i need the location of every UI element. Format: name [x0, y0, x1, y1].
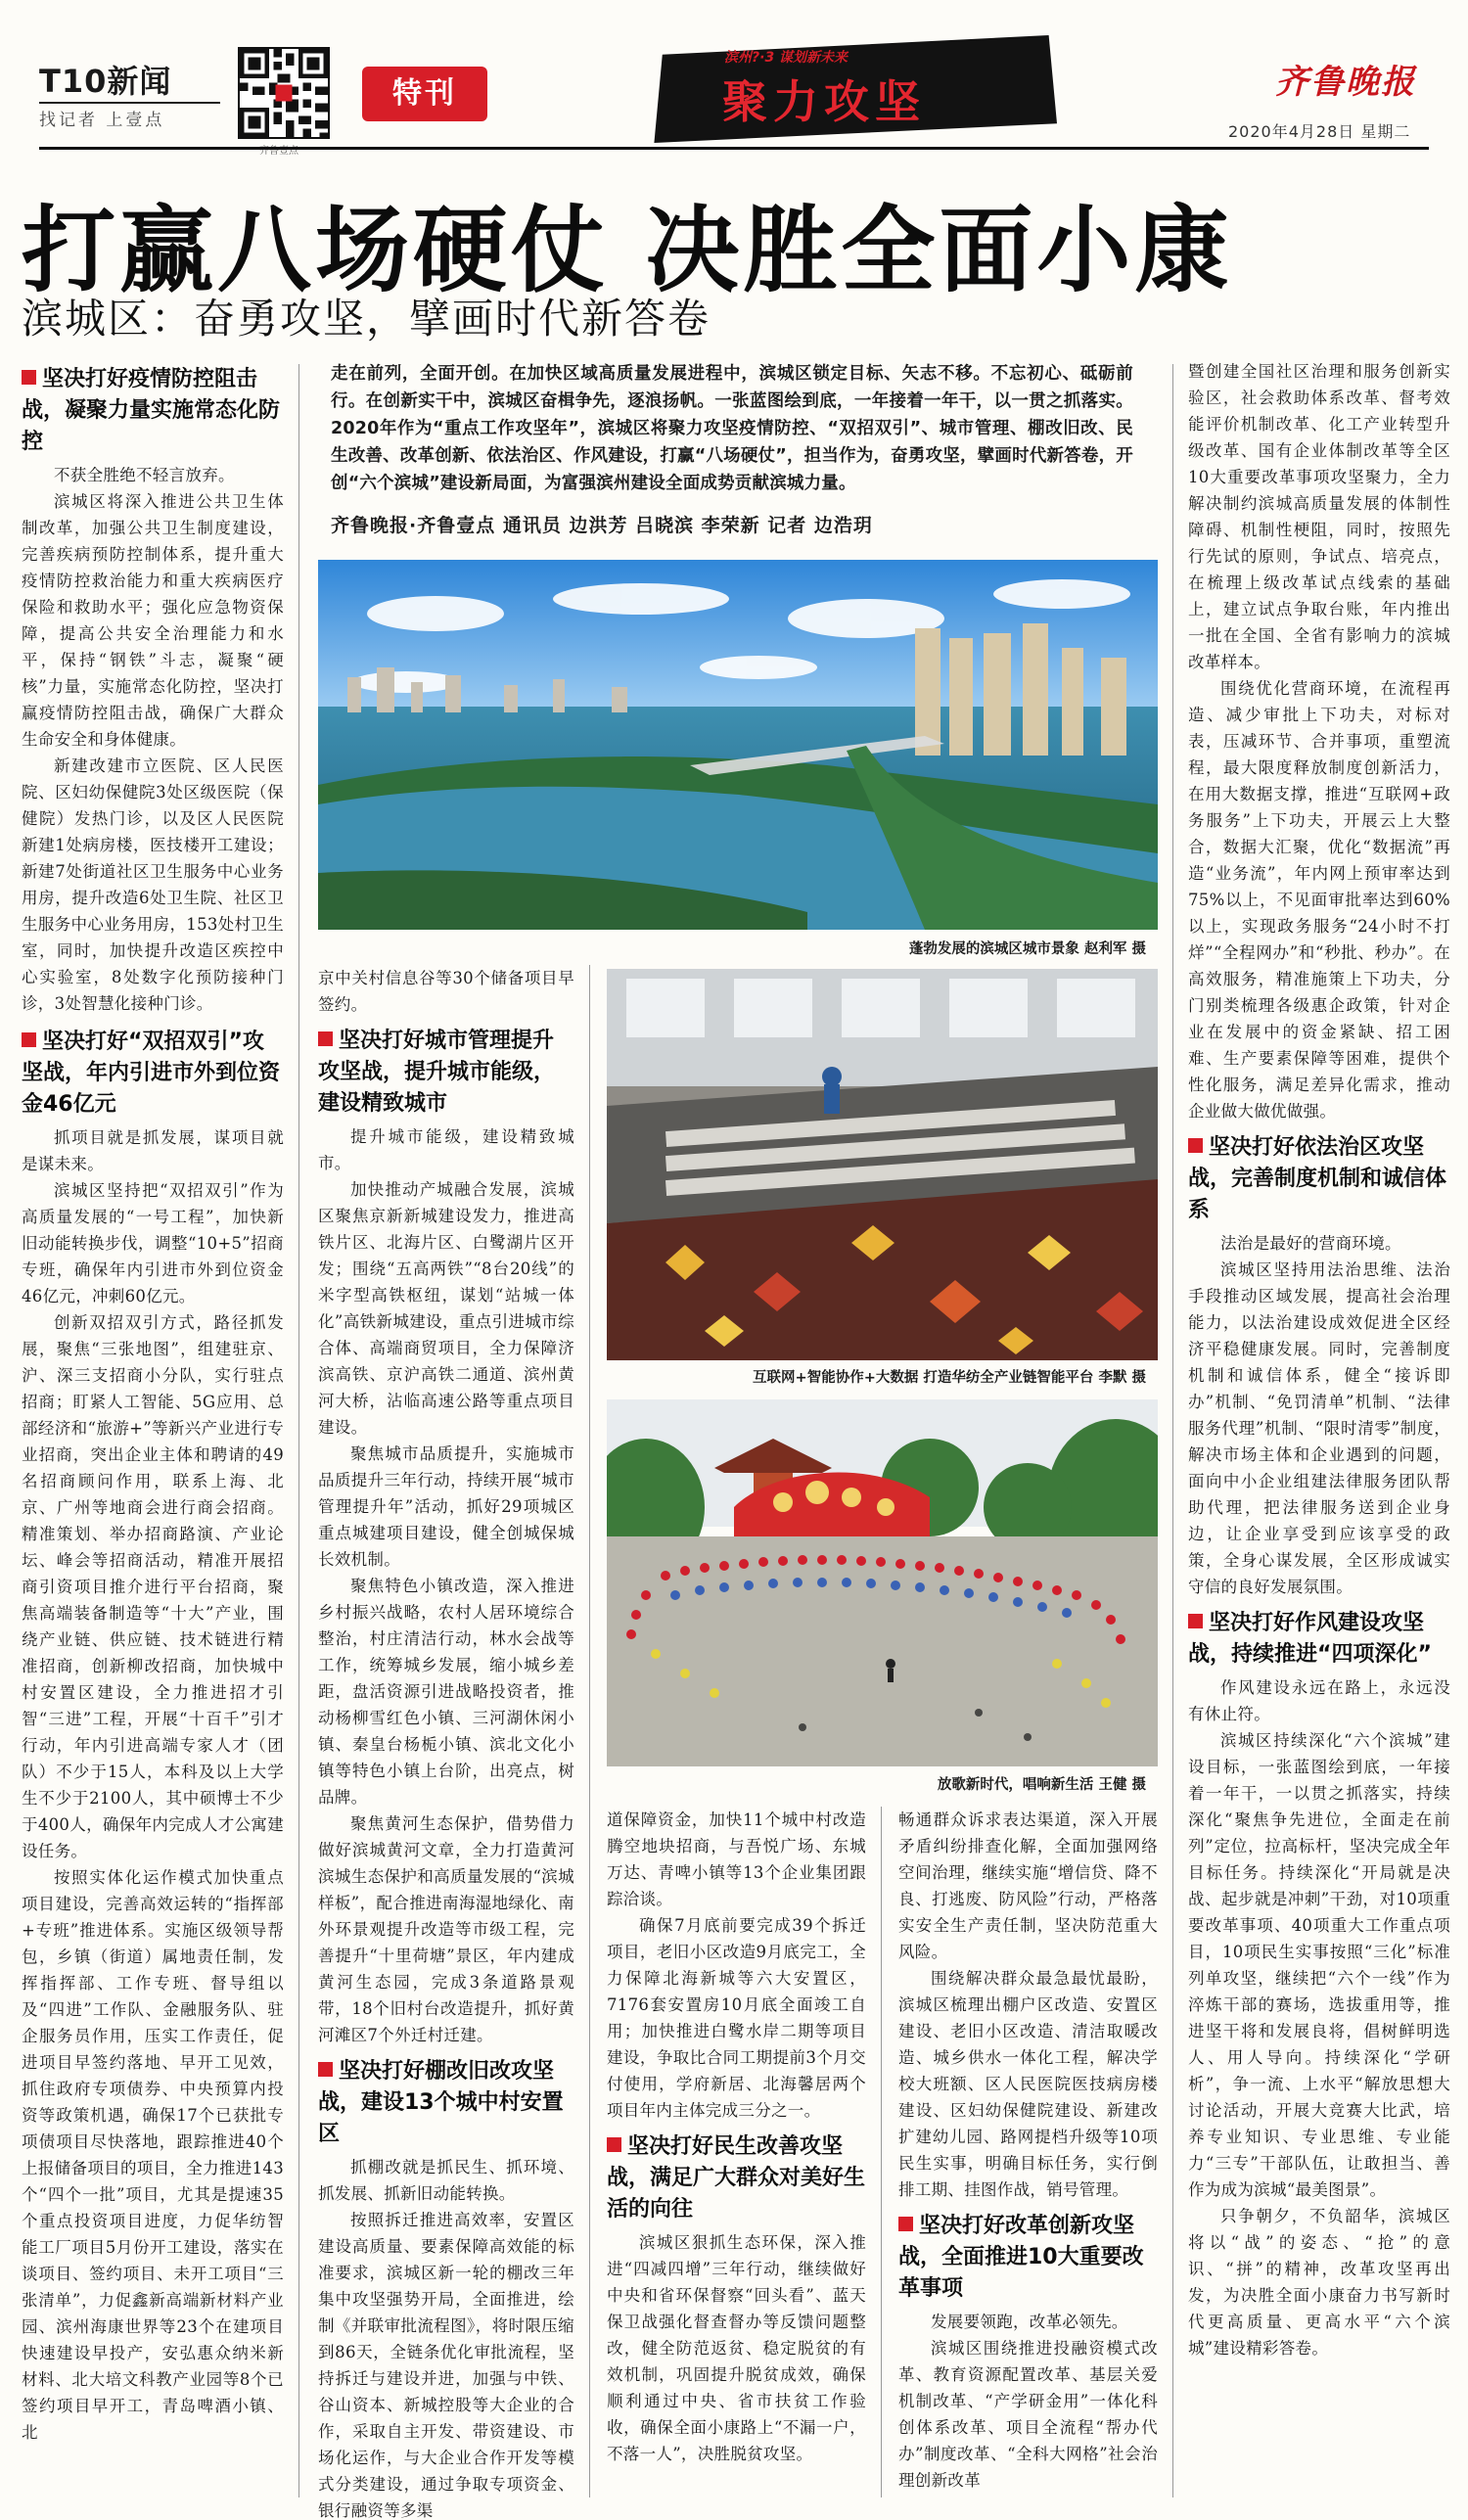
paragraph: 暨创建全国社区治理和服务创新实验区，社会救助体系改革、督考效能评价机制改革、化工产业转型升级改革、国有企业体制改革等全区10大重要改革事项攻坚聚力，全力解决制约滨城高质量发展的体制性障碍、机制性梗阻，同时，按照先行先试的原则，争试点、培亮点，在梳理上级改革试点线索的基础上，建立试点争取台账，年内推出一批在全国、全省有影响力的滨城改革样本。 — [1188, 362, 1450, 671]
section-heading-livelihood: 坚决打好民生改善攻坚战，满足广大群众对美好生活的向往 — [607, 2131, 866, 2225]
column-divider — [1172, 364, 1173, 2497]
main-headline: 打赢八场硬仗 决胜全面小康 — [22, 196, 1233, 305]
paragraph: 发展要领跑，改革必领先。 — [931, 2313, 1128, 2331]
paragraph: 滨城区坚持把“双招双引”作为高质量发展的“一号工程”，加快新旧动能转换步伐，调整“10+5”招商专班，确保年内引进市外到位资金46亿元，冲刺60亿元。 — [22, 1181, 284, 1306]
section-heading-epidemic: 坚决打好疫情防控阻击战，凝聚力量实施常态化防控 — [22, 364, 284, 458]
masthead-rule — [39, 102, 220, 104]
paragraph: 京中关村信息谷等30个储备项目早签约。 — [318, 969, 574, 1014]
column-divider — [881, 1807, 882, 2497]
section-heading-work-style: 坚决打好作风建设攻坚战，持续推进“四项深化” — [1188, 1608, 1450, 1671]
paragraph: 围绕解决群众最急最忧最盼，滨城区梳理出棚户区改造、安置区建设、老旧小区改造、清洁取暖改造、城乡供水一体化工程，解决学校大班额、区人民医院医技病房楼建设、区妇幼保健院建设、新建改扩建幼儿园、路网提档升级等10项民生实事，明确目标任务，实行倒排工期、挂图作战，销号管理。 — [898, 1969, 1158, 2199]
section-heading-rule-of-law: 坚决打好依法治区攻坚战，完善制度机制和诚信体系 — [1188, 1132, 1450, 1226]
byline: 齐鲁晚报·齐鲁壹点 通讯员 边洪芳 吕晓滨 李荣新 记者 边浩玥 — [331, 515, 873, 536]
photo-caption-city: 蓬勃发展的滨城区城市景象 赵利军 摄 — [908, 941, 1146, 957]
factory-photo — [607, 969, 1158, 1360]
paragraph: 抓棚改就是抓民生、抓环境、抓发展、抓新旧动能转换。 — [318, 2158, 574, 2203]
paragraph: 不获全胜绝不轻言放弃。 — [54, 466, 235, 484]
column-1 — [22, 364, 284, 2446]
photo-caption-performance: 放歌新时代，唱响新生活 王健 摄 — [937, 1777, 1146, 1793]
section-heading-shantytown: 坚决打好棚改旧改攻坚战，建设13个城中村安置区 — [318, 2056, 574, 2150]
paragraph: 滨城区将深入推进公共卫生体制改革，加强公共卫生制度建设，完善疾病预防控制体系，提升重大疫情防控救治能力和重大疾病医疗保险和救助水平；强化应急物资保障，提高公共安全治理能力和水平，保持“钢铁”斗志，凝聚“硬核”力量，实施常态化防控，坚决打赢疫情防控阻击战，确保广大群众生命安全和身体健康。 — [22, 492, 284, 749]
masthead-divider — [39, 147, 1429, 150]
section-heading-city-management: 坚决打好城市管理提升攻坚战，提升城市能级，建设精致城市 — [318, 1026, 574, 1120]
paragraph: 抓项目就是抓发展，谋项目就是谋未来。 — [22, 1128, 284, 1173]
paragraph: 按照实体化运作模式加快重点项目建设，完善高效运转的“指挥部+专班”推进体系。实施区级领导帮包，乡镇（街道）属地责任制，发挥指挥部、工作专班、督导组以及“四进”工作队、金融服务队、驻企服务员作用，压实工作责任，促进项目早签约落地、早开工见效，抓住政府专项债券、中央预算内投资等政策机遇，确保17个已获批专项债项目尽快落地，跟踪推进40个上报储备项目的项目，全力推进143个“四个一批”项目，尤其是提速35个重点投资项目进度，力促华纺智能工厂项目5月份开工建设，落实在谈项目、签约项目、未开工项目“三张清单”，力促鑫新高端新材料产业园、滨州海康世界等23个在建项目快速建设早投产，安弘惠众纳米新材料、北大培文科教产业园等8个已签约项目早开工，青岛啤酒小镇、北 — [22, 1868, 284, 2442]
section-heading-reform: 坚决打好改革创新攻坚战，全面推进10大重要改革事项 — [898, 2211, 1158, 2305]
paragraph: 按照拆迁推进高效率，安置区建设高质量、要素保障高效能的标准要求，滨城区新一轮的棚改三年集中攻坚强势开局，全面推进，绘制《并联审批流程图》，将时限压缩到86天，全链条优化审批流程，坚持拆迁与建设并进，加强与中铁、谷山资本、新城控股等大企业的合作，采取自主开发、带资建设、市场化运作，与大企业合作开发等模式分类建设，通过争取专项资金、银行融资等多渠 — [318, 2211, 574, 2520]
newspaper-logo: 齐鲁晚报 — [1275, 63, 1416, 102]
paragraph: 滨城区持续深化“六个滨城”建设目标，一张蓝图绘到底，一年接着一年干，一以贯之抓落实，持续深化“聚焦争先进位，全面走在前列”定位，拉高标杆，坚决完成全年目标任务。持续深化“开局就是决战、起步就是冲刺”干劲，对10项重要改革事项、40项重大工作重点项目，10项民生实事按照“三化”标准列单攻坚，继续把“六个一线”作为淬炼干部的赛场，选拔重用等，推进坚干将和发展良将，倡树鲜明选人、用人导向。持续深化“学研析”，争一流、上水平“解放思想大讨论活动，开展大竞赛大比武，培养专业知识、专业思维、专业能力“三专”干部队伍，让敢担当、善作为成为滨城“最美图景”。 — [1188, 1731, 1450, 2199]
issue-date: 2020年4月28日 星期二 — [1228, 122, 1411, 141]
paragraph: 畅通群众诉求表达渠道，深入开展矛盾纠纷排查化解，全面加强网络空间治理，继续实施“增信贷、降不良、打逃废、防风险”行动，严格落实安全生产责任制，坚决防范重大风险。 — [898, 1810, 1158, 1961]
paragraph: 作风建设永远在路上，永远没有休止符。 — [1188, 1678, 1450, 1723]
textile-factory-image — [607, 969, 1158, 1360]
lead-block — [331, 360, 1133, 537]
column-divider — [298, 364, 299, 2497]
qr-brand: 齐鲁壹点 — [259, 146, 298, 157]
paragraph: 聚焦特色小镇改造，深入推进乡村振兴战略，农村人居环境综合整治，村庄清洁行动，林水会战等工作，统筹城乡发展，缩小城乡差距，盘活资源引进战略投资者，推动杨柳雪红色小镇、三河湖休闲小镇、秦皇台杨栀小镇、滨北文化小镇等特色小镇上台阶，出亮点，树品牌。 — [318, 1577, 574, 1807]
city-panorama-image — [318, 560, 1158, 930]
public-performance-image — [607, 1399, 1158, 1766]
paragraph: 滨城区狠抓生态环保，深入推进“四减四增”三年行动，继续做好中央和省环保督察“回头看”、蓝天保卫战强化督查督办等反馈问题整改，健全防范返贫、稳定脱贫的有效机制，巩固提升脱贫成效，确保顺利通过中央、省市扶贫工作验收，确保全面小康路上“不漏一户，不落一人”，决胜脱贫攻坚。 — [607, 2233, 866, 2463]
section-banner-sub: 滨州?·3 谋划新未来 — [724, 50, 849, 66]
paragraph: 聚焦城市品质提升，实施城市品质提升三年行动，持续开展“城市管理提升年”活动，抓好29项城区重点城建项目建设，健全创城保城长效机制。 — [318, 1444, 574, 1569]
paragraph: 滨城区围绕推进投融资模式改革、教育资源配置改革、基层关爱机制改革、“产学研金用”一体化科创体系改革、项目全流程“帮办代办”制度改革、“全科大网格”社会治理创新改革 — [898, 2339, 1158, 2490]
paragraph: 聚焦黄河生态保护，借势借力做好滨城黄河文章，全力打造黄河滨城生态保护和高质量发展的“滨城样板”，配合推进南海湿地绿化、南外环景观提升改造等市级工程，完善提升“十里荷塘”景区，年内建成黄河生态园，完成3条道路景观带，18个旧村台改造提升，抓好黄河滩区7个外迁村迁建。 — [318, 1814, 574, 2044]
paragraph: 围绕优化营商环境，在流程再造、减少审批上下功夫，对标对表，压减环节、合并事项，重塑流程，最大限度释放制度创新活力，在用大数据支撑，推进“互联网+政务服务”上下功夫，开展云上大整合，数据大汇聚，优化“数据流”再造“业务流”，年内网上预审率达到75%以上，不见面审批率达到60%以上，实现政务服务“24小时不打烊”“全程网办”和“秒批、秒办”。在高效服务，精准施策上下功夫，分门别类梳理各级惠企政策，针对企业在发展中的资金紧缺、招工困难、生产要素保障等困难，提供个性化服务，满足差异化需求，推动企业做大做优做强。 — [1188, 679, 1450, 1121]
paragraph: 新建改建市立医院、区人民医院、区妇幼保健院3处区级医院（保健院）发热门诊，以及区人民医院新建1处病房楼，医技楼开工建设；新建7处街道社区卫生服务中心业务用房，提升改造6处卫生院、社区卫生服务中心业务用房，153处村卫生室，同时，加快提升改造区疾控中心实验室，8处数字化预防接种门诊，3处智慧化接种门诊。 — [22, 756, 284, 1013]
column-4 — [898, 1807, 1158, 2494]
qr-code-icon — [240, 49, 328, 137]
paragraph: 道保障资金，加快11个城中村改造腾空地块招商，与吾悦广场、东城万达、青啤小镇等13个企业集团跟踪洽谈。 — [607, 1810, 866, 1908]
section-banner-title: 聚力攻坚 — [722, 75, 926, 128]
paragraph: 确保7月底前要完成39个拆迁项目，老旧小区改造9月底完工，全力保障北海新城等六大安置区，7176套安置房10月底全面竣工自用；加快推进白鹭水岸二期等项目建设，争取比合同工期提前3个月交付使用，学府新居、北海馨居两个项目年内主体完成三分之一。 — [607, 1916, 866, 2120]
masthead-slogan: 找记者 上壹点 — [39, 111, 165, 130]
paragraph: 提升城市能级，建设精致城市。 — [318, 1127, 574, 1172]
paragraph: 滨城区坚持用法治思维、法治手段推动区域发展，提高社会治理能力，以法治建设成效促进全区经济平稳健康发展。同时，完善制度机制和诚信体系，健全“接诉即办”机制、“免罚清单”机制、“法律服务代理”机制、“限时清零”制度，解决市场主体和企业遇到的问题，面向中小企业组建法律服务团队帮助代理，把法律服务送到企业身边，让企业享受到应该享受的政策，全身心谋发展，全区形成诚实守信的良好发展氛围。 — [1188, 1260, 1450, 1596]
column-5 — [1188, 358, 1450, 2361]
qr-code[interactable] — [238, 47, 330, 139]
paragraph: 创新双招双引方式，路径抓发展，聚焦“三张地图”，组建驻京、沪、深三支招商小分队，实行驻点招商；盯紧人工智能、5G应用、总部经济和“旅游+”等新兴产业进行专业招商，突出企业主体和聘请的49名招商顾问作用，联系上海、北京、广州等地商会进行商会招商。精准策划、举办招商路演、产业论坛、峰会等招商活动，精准开展招商引资项目推介进行平台招商，聚焦高端装备制造等“十大”产业，围绕产业链、供应链、技术链进行精准招商，创新柳改招商，加快城中村安置区建设，全力推进招才引智“三进”工程，开展“十百千”引才行动，年内引进高端专家人才（团队）不少于15人，本科及以上大学生不少于2100人，其中硕博士不少于400人，确保年内完成人才公寓建设任务。 — [22, 1313, 284, 1860]
special-issue-badge: 特刊 — [362, 67, 487, 121]
paragraph: 加快推动产城融合发展，滨城区聚焦京新新城建设发力，推进高铁片区、北海片区、白鹭湖片区开发；围绕“五高两铁”“8台20线”的米字型高铁枢纽，谋划“站城一体化”高铁新城建设，重点引进城市综合体、高端商贸项目，全力保障济滨高铁、京沪高铁二通道、滨州黄河大桥，沾临高速公路等重点项目建设。 — [318, 1180, 574, 1437]
sub-headline: 滨城区：奋勇攻坚，擘画时代新答卷 — [22, 295, 711, 343]
page-number-label: T10新闻 — [39, 63, 172, 100]
paragraph: 只争朝夕，不负韶华，滨城区将以“战”的姿态、“抢”的意识、“拼”的精神，改革攻坚再出发，为决胜全面小康奋力书写新时代更高质量、更高水平“六个滨城”建设精彩答卷。 — [1188, 2207, 1450, 2358]
section-heading-investment: 坚决打好“双招双引”攻坚战，年内引进市外到位资金46亿元 — [22, 1027, 284, 1121]
lead-paragraph: 走在前列，全面开创。在加快区域高质量发展进程中，滨城区锁定目标、矢志不移。不忘初心、砥砺前行。在创新实干中，滨城区奋楫争先，逐浪扬帆。一张蓝图绘到底，一年接着一年干，以一贯之抓落实。2020年作为“重点工作攻坚年”，滨城区将聚力攻坚疫情防控、“双招双引”、城市管理、棚改旧改、民生改善、改革创新、依法治区、作风建设，打赢“八场硬仗”，担当作为，奋勇攻坚，擘画时代新答卷，开创“六个滨城”建设新局面，为富强滨州建设全面成势贡献滨城力量。 — [331, 364, 1133, 493]
paragraph: 法治是最好的营商环境。 — [1220, 1234, 1401, 1253]
column-3 — [607, 1807, 866, 2467]
city-photo — [318, 560, 1158, 930]
column-2 — [318, 965, 574, 2520]
photo-caption-factory: 互联网+智能协作+大数据 打造华纺全产业链智能平台 李默 摄 — [753, 1370, 1146, 1386]
performance-photo — [607, 1399, 1158, 1766]
column-divider — [589, 965, 590, 2497]
